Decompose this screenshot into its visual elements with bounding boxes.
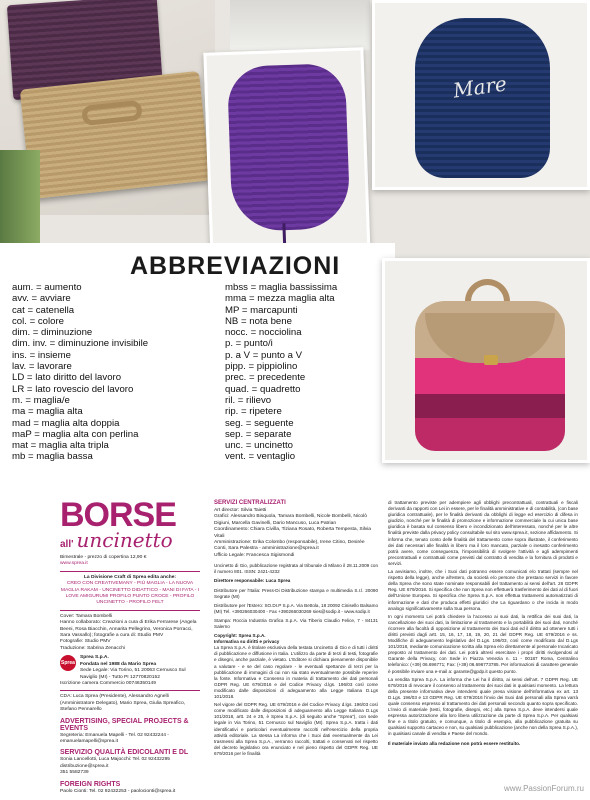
- abbreviation-item: rip. = ripetere: [225, 406, 282, 418]
- pink-backpack-photo: [382, 258, 590, 463]
- abbreviation-item: dim. inv. = diminuzione invisibile: [12, 338, 149, 350]
- abbreviation-item: p. = punto/i: [225, 338, 273, 350]
- abbreviation-item: MP = marcapunti: [225, 304, 298, 316]
- publisher-address: Sede Legale: Via Torino, 51 20063 Cernusco Sul Naviglio (MI) - Tutto PI 12770820152: [80, 668, 186, 680]
- abbreviation-item: p. a V = punto a V: [225, 349, 303, 361]
- website-link[interactable]: www.sprea.it: [60, 561, 88, 567]
- masthead-column: [60, 496, 200, 795]
- magazine-logo: BORSE: [60, 496, 176, 534]
- abbreviation-item: mbss = maglia bassissima: [225, 282, 338, 293]
- tan-clutch: [20, 71, 211, 199]
- service-heading: SERVIZIO QUALITÀ EDICOLANTI E DL: [60, 749, 189, 757]
- logo-all: all': [60, 539, 74, 550]
- rights-text: Paolo Cionti: Tel. 02 92432253 - paolocionti@sprea.it: [60, 788, 176, 794]
- translation-credit: Traduzione: Sabrina Zenacchi: [60, 645, 126, 651]
- abbreviation-item: vent. = ventaglio: [225, 451, 296, 463]
- distributor-abroad: Distributore per l'Estero: SO.DI.P S.p.A. Via Bettola, 18 20092 Cinisello Balsamo (MI) Tel. +390266030400 - Fax +390266030269 sies@sodip.it - www.sodip.it: [214, 602, 378, 614]
- logo-script: uncinetto: [76, 528, 173, 552]
- abbreviations-title: ABBREVIAZIONI: [130, 252, 341, 280]
- sprea-logo: Sprea: [60, 655, 76, 671]
- abbreviation-item: cat = catenella: [12, 304, 75, 316]
- backpack-clasp: [484, 355, 498, 365]
- abbreviation-item: sep. = separate: [225, 428, 292, 440]
- advertising-heading: ADVERTISING, SPECIAL PROJECTS & EVENTS: [60, 717, 189, 732]
- division-line: La Divisione Craft di Sprea edita anche:: [83, 574, 177, 580]
- services-column: [214, 500, 378, 757]
- purple-bucket-bag-photo: [203, 47, 370, 262]
- privacy-paragraph-4: La vendita Sprea S.p.A. La informa che Lei ha il diritto, ai sensi dell'art. 7 GDPR Reg. UE 679/2016 di revocare il consenso al trattamento dei suoi dati in qualsiasi momento. La lettura della presente informativa deve intendersi quale presa visione dell'informativa ex art. 13 D.Lgs. 196/03 e 13 GDPR Reg. UE 679/2016 l'invio dei Suoi dati personali alla Sprea varrà quale consenso espresso al trattamento dei dati personali secondo quanto sopra specificato. L'invio di materiale (testi, fotografie, disegni, etc.) alla Sprea S.p.A. deve intendersi quale espressa autorizzazione alla loro libera utilizzazione da parte di Sprea S.p.A. Per qualsiasi fine e a titolo gratuito, e comunque, a titolo di esempio, alla pubblicazione gratuita su qualsiasi supporto cartaceo e non, su qualsiasi pubblicazione (anche non della Sprea S.p.A.), in qualsiasi canale di vendita e Paese del mondo.: [388, 676, 578, 737]
- printer: Stampa: Roccia Industria Grafica S.p.A. Via Tiberio Claudio Felice, 7 - 84131 Salerno: [214, 617, 378, 629]
- services-heading: SERVIZI CENTRALIZZATI: [214, 500, 286, 506]
- abbreviation-item: dim. = diminuzione: [12, 327, 93, 339]
- navy-bag-embroidery: Mare: [451, 71, 509, 103]
- purple-bag: [227, 63, 351, 232]
- abbreviation-item: nocc. = nocciolina: [225, 327, 302, 339]
- publisher-founder: Fondata nel 1988 da Mario Sprea: [80, 661, 157, 667]
- white-bag-photo: [230, 0, 370, 50]
- divider: [60, 571, 200, 572]
- magazine-logo-sub: [60, 528, 200, 552]
- collaborators: Hanno collaborato: Creazioni a cura di Erika Ferrarese (Angela Beeni, Rosa Biacchin, Annarita Pellegrino, Veronica Porracci, Sara Vassallo); fotografie a cura di: Studio PMV: [60, 620, 197, 639]
- abbreviation-item: col. = colore: [12, 315, 64, 327]
- legal-office: Ufficio Legale: Francesca Sigismondi: [214, 552, 295, 558]
- site-watermark: www.PassionForum.ru: [503, 784, 584, 793]
- privacy-paragraph-3: In ogni momento Lei potrà chiedere la l'accesso ai suoi dati, la rettifica dei suoi dati, la cancellazione dei suoi dati, la limitazione al trattamento e la portabilità dei suoi dati, nonché ricorrere alla facoltà di opposizione al trattamento dei Suoi dati ed il diritto ad ottenere tutti i diritti previsti dagli artt. 15, 16, 17, 18, 19, 20, 21 del GDPR Reg. UE 679/2016 e ss. Modifiche di adeguamento legislativo del D.Lgs. 196/03, così come modificato dal D.Lgs 101/2018, mediante comunicazione scritta alla Sprea e/o direttamente al personale Incaricato preposto al trattamento dei dati. Lei potrà altresì esercitare i propri diritti rivolgendosi al Garante della Privacy, con Sede in Piazza Venezia n. 11 - 00187 Roma, Centralino telefonico: (+39) 06.696771; Fax: (+39) 06.696773785. Per informazioni di carattere generale è possibile inviare una e-mail a: garante@gpdp.it questo punto.: [388, 613, 578, 674]
- divider: [60, 690, 200, 691]
- registration: Iscrizione camera Commercio 00746350149: [60, 680, 156, 686]
- abbreviation-item: maP = maglia alta con perlina: [12, 428, 139, 440]
- divider: [60, 610, 200, 611]
- abbreviation-item: mat = maglia alta tripla: [12, 440, 109, 452]
- copyright: Copyright: Sprea S.p.A.: [214, 633, 266, 639]
- graphic-designers: Grafici: Alessandro Bisquola, Tamara Bombelli, Nicole Bombelli, Nicolò Digiuni, Marcella Gavinelli, Dario Mancuso, Luca Patrian: [214, 514, 367, 526]
- abbreviation-item: ril. = rilievo: [225, 394, 272, 406]
- abbreviation-item: LR = lato rovescio del lavoro: [12, 383, 134, 395]
- art-director: Art director: Silvia Taietti: [214, 508, 267, 513]
- privacy-heading: Informativa su diritti e privacy: [214, 639, 280, 645]
- abbreviation-item: seg. = seguente: [225, 417, 294, 429]
- publisher-name: Sprea S.p.A.: [80, 655, 109, 661]
- privacy-final-note: Il materiale inviato alla redazione non potrà essere restituito.: [388, 740, 521, 746]
- distributor-italy: Distributore per l'Italia: Press-Di Distribuzione stampa e multimedia S.r.l. 20090 Segrate (MI): [214, 587, 378, 599]
- abbreviations-list-left: [12, 282, 212, 463]
- publisher-block: [60, 655, 200, 681]
- privacy-column: [388, 500, 578, 747]
- abbreviation-item: mma = mezza maglia alta: [225, 293, 335, 305]
- abbreviation-item: aum. = aumento: [12, 282, 82, 293]
- division-titles: CREO CON CREATIVEMANY - PIÙ MAGLIA - LA NUOVA MAGLIA RAKAM - UNCINETTO DIDATTICO - MANI DI FATA - I LOVE AMIGURUMI PROFILO PUNTO CROCE - PROFILO UNCINETTO - PROFILO FELT: [60, 581, 200, 606]
- board: CDA: Luca Sprea (Presidente), Alessandro Agnelli (Amministratore Delegato), Mario Sprea, Giulia Spreafico, Stefano Pennarello: [60, 694, 186, 713]
- price-line: Bimestrale - prezzo di copertina 12,90 €: [60, 555, 147, 560]
- abbreviation-item: NB = nota bene: [225, 315, 292, 327]
- service-whatsapp: 351 5582739: [60, 770, 89, 776]
- abbreviation-item: ma = maglia alta: [12, 406, 83, 418]
- privacy-paragraph-2: La avvisiamo, inoltre, che i Suoi dati potranno essere comunicati e/o trattati (sempre nel rispetto della legge), anche all'estero, da società e/o persone che prestano servizi in favore della Sprea che sono state nominate responsabili del trattamento ai sensi dell'art. 28 GDPR Reg. UE 679/2016. Si specifica che non Sprea non effettuerà trasferimento dei dati al di fuori dell'Unione Europea. Si specifica che Sprea S.p.A. non effettua trattamenti automatizzati di informazione e dati che produca effetti giuridici che La riguardano o che incida in modo analogo significativamente sulla Sua persona.: [388, 569, 578, 611]
- advertising-text: Segreteria: Emanuela Mapelli - Tel. 02 92432244 - emanuelamapelli@sprea.it: [60, 732, 169, 744]
- abbreviation-item: unc. = uncinetto: [225, 440, 294, 452]
- privacy-text-1: La Sprea S.p.A. è titolare esclusiva della testata Uncinetto di Gio e di tutti i diritti di pubblicazione e diffusione in Italia. L'utilizzo da parte di terzi di testi, fotografie e disegni, anche parziale, è vietato. L'Editore si dichiara pienamente disponibile a valutare - e se del caso regolare - le eventuali spettanze di terzi per la pubblicazione di immagini di cui non sia stato eventualmente possibile reperire la fonte. Informativa e Consenso in materia di trattamento dei dati personali GDPR Reg. UE 679/2016 e del Codice Privacy d.lgs. 196/03 così come modificato dalle disposizioni di adeguamento alla Legge Italiana D.Lgs 101/2018.: [214, 645, 378, 700]
- rights-heading: FOREIGN RIGHTS: [60, 780, 121, 788]
- service-text: Sonia Lancellotti, Luca Majocchi: Tel. 02 92432295 distribuzione@sprea.it: [60, 757, 171, 769]
- abbreviation-item: mad = maglia alta doppia: [12, 417, 120, 429]
- director: Direttore responsabile: Luca Sprea: [214, 578, 291, 584]
- administration: Amministrazione: Erika Colombo (responsabile), Irene Citino, Desirée Conti, Sara Palestra - amministrazione@sprea.it: [214, 540, 365, 552]
- abbreviation-item: m. = maglia/e: [12, 394, 70, 406]
- abbreviation-item: mb = maglia bassa: [12, 451, 93, 463]
- abbreviations-list-right: [225, 282, 395, 463]
- photo-collage: [0, 0, 590, 262]
- abbreviation-item: ins. = insieme: [12, 349, 71, 361]
- navy-backpack-photo: [372, 0, 590, 190]
- abbreviation-item: prec. = precedente: [225, 372, 306, 384]
- cover-credit: Cover: Tamara Bombelli: [60, 613, 113, 619]
- abbreviation-item: quad. = quadretto: [225, 383, 301, 395]
- photo-credit: Fotografie: Studio PMV: [60, 639, 111, 645]
- abbreviation-item: avv. = avviare: [12, 293, 71, 305]
- privacy-paragraph-1: di trattamento previste per adempiere agli obblighi precontrattuali, contrattuali e fiscali derivanti da rapporti con Lei in essere, per le finalità amministrative e di contabilità, (con base giuridica contrattuale), per le finalità derivanti da obblighi di legge ed esercizio di difesa in giudizio, nonché per le finalità di promozione e informazione commerciale la cui unica base giuridica è basata sul consenso libero e incondizionato dell'interessato, nonché per le altre finalità previste dalla privacy policy consultabile sul sito www.sprea.it, sezione affidamento. Si informa che, tenuto conto delle finalità del trattamento come sopra illustrate, il conferimento dei dati necessari alle finalità in libero ma il loro mancato, parziale o inesatto conferimento potrà avere, come conseguenza, l'impossibilità di svolgere l'attività e agli adempimenti precontrattuali e contrattuali come previsti dal contratto di vendita e la fornitura di prodotti e servizi.: [388, 500, 578, 566]
- privacy-text-2: Nel vigore del GDPR Reg. UE 679/2016 e del Codice Privacy d.lgs. 196/03 così come modificato dalle disposizioni di adeguamento alla Legge Italiana D.Lgs 101/2018, artt. 24 e 25, è Sprea S.p.A. (di seguito anche "Sprea"), con sede legale in Via Torino, 51 Cernusco sul Naviglio (MI). Sprea S.p.A. tratta i dati identificativi e particolari eventualmente raccolti nell'esercizio della propria attività editoriale. La stessa La informa che i Suoi dati eventualmente da Lei trasmessi alla Sprea S.p.A., verranno raccolti, trattati e conservati nel rispetto del decreto legislativo ora enunciato e nel pieno rispetto del GDPR Reg. UE 679/2016 per le finalità: [214, 702, 378, 756]
- abbreviation-item: pipp. = pippiolino: [225, 361, 298, 373]
- registration-text: Uncinetto di Gio, pubblicazione registrata al tribunale di Milano il 28.11.2009 con il numero 801. ISSN: 2421-4232: [214, 563, 378, 575]
- abbreviation-item: LD = lato diritto del lavoro: [12, 372, 122, 384]
- coordination: Coordinamento: Chiara Civilla, Tiziana Rosato, Roberta Tempesta, Silvia Vitali: [214, 527, 372, 539]
- abbreviation-item: lav. = lavorare: [12, 361, 72, 373]
